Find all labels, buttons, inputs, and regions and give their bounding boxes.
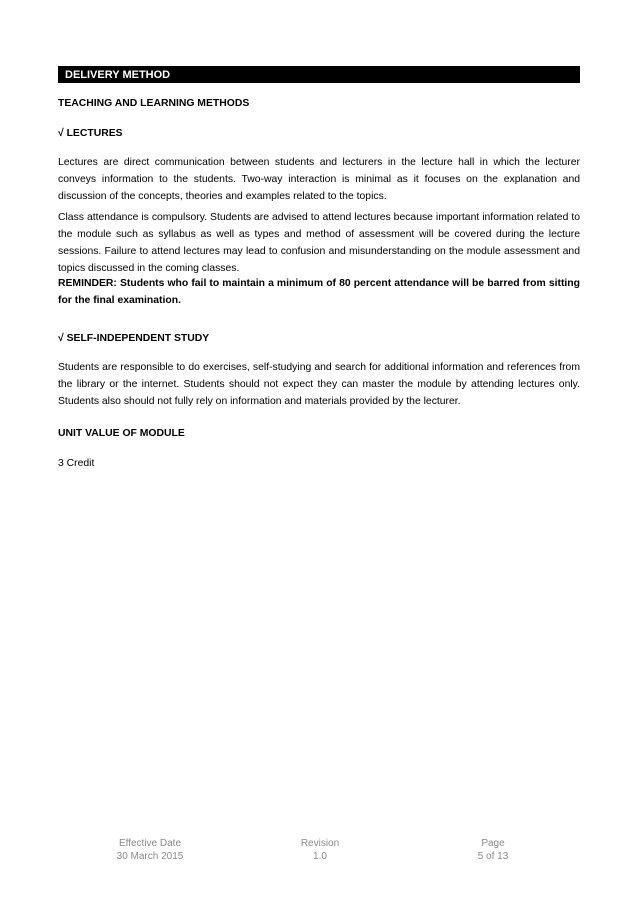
section-header-title: DELIVERY METHOD [65,69,171,81]
self-study-heading: √ SELF-INDEPENDENT STUDY [58,333,210,344]
footer-page [443,837,543,863]
revision-value: 1.0 [313,851,327,862]
teaching-heading: TEACHING AND LEARNING METHODS [58,98,250,109]
self-study-paragraph: Students are responsible to do exercises, self-studying and search for additional information and references from the library or the internet. Students should not expect they can master the module by attending lectures only. Students also should not fully rely on information and materials provided by the lecturer. [58,362,580,407]
lectures-paragraph-2: Class attendance is compulsory. Students are advised to attend lectures because important information related to the module such as syllabus as well as types and method of assessment will be covered during the lecture sessions. Failure to attend lectures may lead to confusion and misunderstanding on the module assessment and topics discussed in the coming classes. [58,212,580,274]
page-value: 5 of 13 [477,851,509,862]
section-header-bar [58,66,580,83]
unit-value: 3 Credit [58,458,95,469]
footer-revision [270,837,370,863]
lectures-heading: √ LECTURES [58,128,123,139]
attendance-reminder: REMINDER: Students who fail to maintain a minimum of 80 percent attendance will be barred from sitting for the final examination. [58,278,580,306]
effective-date-label: Effective Date [118,838,182,849]
page-label: Page [481,838,505,849]
effective-date-value: 30 March 2015 [116,851,184,862]
revision-label: Revision [300,838,340,849]
lectures-paragraph-1: Lectures are direct communication between students and lecturers in the lecture hall in which the lecturer conveys information to the students. Two-way interaction is minimal as it focuses on the explanation and discussion of the concepts, theories and examples related to the topics. [58,157,580,202]
unit-value-heading: UNIT VALUE OF MODULE [58,428,185,439]
footer-effective-date [100,837,200,863]
